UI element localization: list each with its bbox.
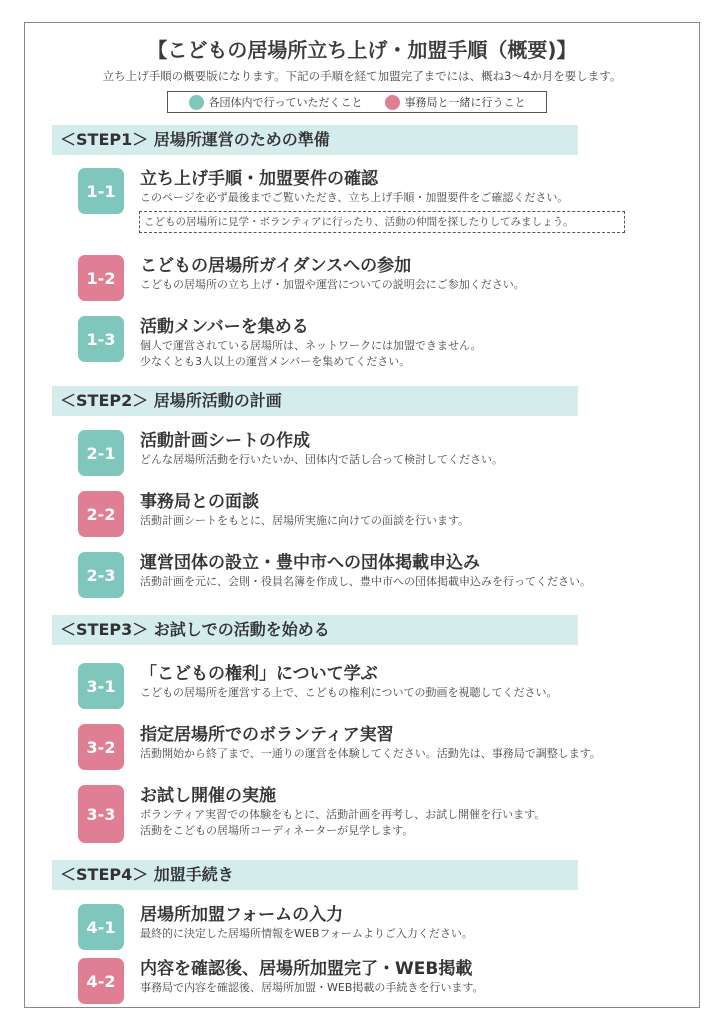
legend-item-pink <box>385 94 526 110</box>
step-item-desc <box>140 513 700 529</box>
step-item-desc-line: 活動計画シートをもとに、居場所実施に向けての面談を行います。 <box>140 514 470 527</box>
step-item-desc-line: こどもの居場所の立ち上げ・加盟や運営についての説明会にご参加ください。 <box>140 278 525 291</box>
step-item-desc-line: 少なくとも3人以上の運営メンバーを集めてください。 <box>140 355 411 368</box>
step-item-title: 立ち上げ手順・加盟要件の確認 <box>140 169 378 189</box>
page-subtitle: 立ち上げ手順の概要版になります。下記の手順を経て加盟完了までには、概ね3～4か月を要します。 <box>102 69 622 83</box>
step-item-desc-line: 事務局で内容を確認後、居場所加盟・WEB掲載の手続きを行います。 <box>140 981 484 994</box>
step-item-desc <box>140 685 700 701</box>
step-item-title: 居場所加盟フォームの入力 <box>140 905 344 925</box>
step-item-title: お試し開催の実施 <box>140 786 276 806</box>
step-item-title: 活動メンバーを集める <box>140 317 309 337</box>
step-item-note: こどもの居場所に見学・ボランティアに行ったり、活動の仲間を探したりしてみましょう。 <box>139 211 625 233</box>
step-badge: 1-2 <box>78 255 124 301</box>
step-item-desc <box>140 338 700 370</box>
legend <box>167 91 547 113</box>
step-item-desc-line: このページを必ず最後までご覧いただき、立ち上げ手順・加盟要件をご確認ください。 <box>140 191 569 204</box>
step-item-title: 指定居場所でのボランティア実習 <box>140 725 394 745</box>
legend-item-teal <box>189 94 363 110</box>
step4-header: ＜STEP4＞ 加盟手続き <box>52 860 578 890</box>
step-item-title: 事務局との面談 <box>140 492 259 512</box>
step-item-title: 内容を確認後、居場所加盟完了・WEB掲載 <box>140 959 473 979</box>
pink-circle-icon <box>385 95 400 110</box>
step-badge: 3-1 <box>78 663 124 709</box>
step-badge: 2-2 <box>78 491 124 537</box>
page-title: 【こどもの居場所立ち上げ・加盟手順（概要)】 <box>147 38 577 62</box>
step-item-desc <box>140 277 700 293</box>
step-item-desc <box>140 807 700 839</box>
step-badge: 3-3 <box>78 785 124 843</box>
step-item-title: 「こどもの権利」について学ぶ <box>140 664 378 684</box>
step-item-desc-line: 活動開始から終了まで、一通りの運営を体験してください。活動先は、事務局で調整します。 <box>140 747 601 760</box>
step-item-desc-line: こどもの居場所を運営する上で、こどもの権利についての動画を視聴してください。 <box>140 686 558 699</box>
step-item-desc <box>140 746 700 762</box>
step-item-desc <box>140 452 700 468</box>
legend-pink-label: 事務局と一緒に行うこと <box>404 96 526 109</box>
step-badge: 3-2 <box>78 724 124 770</box>
step-badge: 2-3 <box>78 552 124 598</box>
step3-header: ＜STEP3＞ お試しでの活動を始める <box>52 615 578 645</box>
step-badge: 1-1 <box>78 168 124 214</box>
step-item-desc-line: 最終的に決定した居場所情報をWEBフォームよりご入力ください。 <box>140 927 473 940</box>
step-item-desc <box>140 980 700 996</box>
step2-header: ＜STEP2＞ 居場所活動の計画 <box>52 386 578 416</box>
step-item-desc <box>140 574 700 590</box>
step-item-desc-line: どんな居場所活動を行いたいか、団体内で話し合って検討してください。 <box>140 453 503 466</box>
step1-header: ＜STEP1＞ 居場所運営のための準備 <box>52 125 578 155</box>
step-item-title: 運営団体の設立・豊中市への団体掲載申込み <box>140 553 480 573</box>
step-item-desc-line: 個人で運営されている居場所は、ネットワークには加盟できません。 <box>140 339 482 352</box>
step-item-desc <box>140 926 700 942</box>
step-item-title: こどもの居場所ガイダンスへの参加 <box>140 256 412 276</box>
step-item-desc-line: 活動をこどもの居場所コーディネーターが見学します。 <box>140 824 414 837</box>
step-item-title: 活動計画シートの作成 <box>140 431 310 451</box>
step-item-desc-line: 活動計画を元に、会則・役員名簿を作成し、豊中市への団体掲載申込みを行ってください。 <box>140 575 591 588</box>
step-badge: 1-3 <box>78 316 124 362</box>
step-item-desc-line: ボランティア実習での体験をもとに、活動計画を再考し、お試し開催を行います。 <box>140 808 546 821</box>
step-item-desc <box>140 190 700 206</box>
step-badge: 2-1 <box>78 430 124 476</box>
step-badge: 4-1 <box>78 904 124 950</box>
legend-teal-label: 各団体内で行っていただくこと <box>208 96 363 109</box>
teal-circle-icon <box>189 95 204 110</box>
step-badge: 4-2 <box>78 958 124 1004</box>
